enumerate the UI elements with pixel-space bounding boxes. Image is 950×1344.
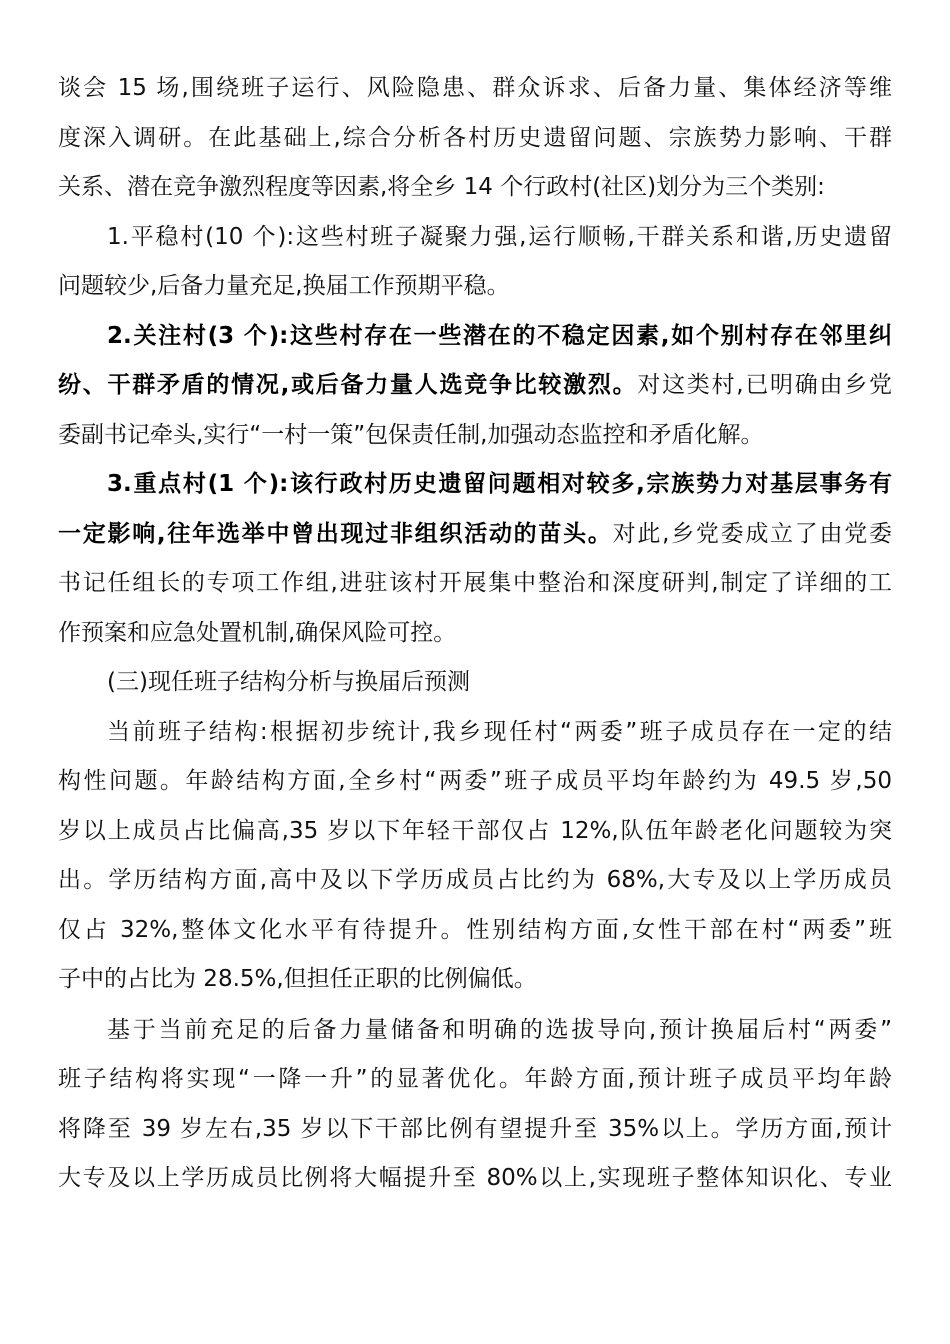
- body-line: 谈会 15 场,围绕班子运行、风险隐患、群众诉求、后备力量、集体经济等维: [58, 75, 892, 101]
- body-line: 出。学历结构方面,高中及以下学历成员占比约为 68%,大专及以上学历成员: [58, 867, 892, 893]
- body-line: 委副书记牵头,实行“一村一策”包保责任制,加强动态监控和矛盾化解。: [58, 422, 764, 448]
- list-item-key-village: 3.重点村(1 个):该行政村历史遗留问题相对较多,宗族势力对基层事务有: [107, 471, 892, 497]
- body-line: 问题较少,后备力量充足,换届工作预期平稳。: [58, 273, 510, 299]
- list-item-stable-villages: 1.平稳村(10 个):这些村班子凝聚力强,运行顺畅,干群关系和谐,历史遗留: [107, 224, 892, 250]
- body-line: 书记任组长的专项工作组,进驻该村开展集中整治和深度研判,制定了详细的工: [58, 570, 892, 596]
- bold-text: 纷、干群矛盾的情况,或后备力量人选竞争比较激烈。: [58, 372, 638, 398]
- body-line: 度深入调研。在此基础上,综合分析各村历史遗留问题、宗族势力影响、干群: [58, 125, 892, 151]
- list-item-watch-villages: 2.关注村(3 个):这些村存在一些潜在的不稳定因素,如个别村存在邻里纠: [107, 323, 892, 349]
- body-line: 班子结构将实现“一降一升”的显著优化。年龄方面,预计班子成员平均年龄: [58, 1066, 892, 1092]
- body-line: 子中的占比为 28.5%,但担任正职的比例偏低。: [58, 966, 537, 992]
- body-line: 作预案和应急处置机制,确保风险可控。: [58, 620, 457, 646]
- body-line: 大专及以上学历成员比例将大幅提升至 80%以上,实现班子整体知识化、专业: [58, 1165, 892, 1191]
- body-line: 岁以上成员占比偏高,35 岁以下年轻干部仅占 12%,队伍年龄老化问题较为突: [58, 818, 892, 844]
- regular-text: 对这类村,已明确由乡党: [637, 372, 892, 398]
- section-heading: (三)现任班子结构分析与换届后预测: [107, 669, 470, 695]
- body-line: 基于当前充足的后备力量储备和明确的选拔导向,预计换届后村“两委”: [107, 1017, 892, 1043]
- body-line: 将降至 39 岁左右,35 岁以下干部比例有望提升至 35%以上。学历方面,预计: [58, 1116, 892, 1142]
- body-line: 当前班子结构:根据初步统计,我乡现任村“两委”班子成员存在一定的结: [107, 719, 892, 745]
- bold-text: 一定影响,往年选举中曾出现过非组织活动的苗头。: [58, 521, 613, 547]
- body-line: 构性问题。年龄结构方面,全乡村“两委”班子成员平均年龄约为 49.5 岁,50: [58, 768, 892, 794]
- body-line: 关系、潜在竞争激烈程度等因素,将全乡 14 个行政村(社区)划分为三个类别:: [58, 174, 825, 200]
- body-line: 仅占 32%,整体文化水平有待提升。性别结构方面,女性干部在村“两委”班: [58, 917, 892, 943]
- regular-text: 对此,乡党委成立了由党委: [612, 521, 892, 547]
- body-line-mixed: [58, 365, 892, 405]
- body-line-mixed: [58, 514, 892, 554]
